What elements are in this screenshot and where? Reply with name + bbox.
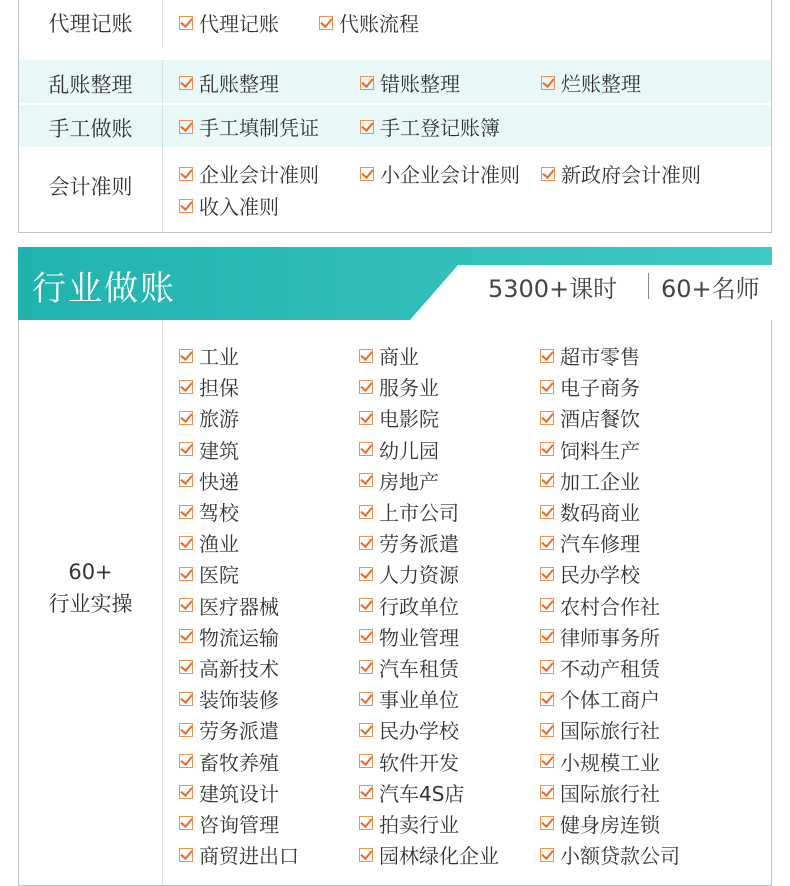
checkbox-icon <box>540 754 554 768</box>
checkbox-icon <box>540 660 554 674</box>
section-title: 行业做账 <box>32 269 176 309</box>
checkbox-icon <box>540 598 554 612</box>
industry-item <box>179 652 299 683</box>
checkbox-icon <box>179 723 193 737</box>
industry-item <box>179 465 299 496</box>
row-label: 手工做账 <box>48 117 133 141</box>
industry-item-label: 汽车租赁 <box>379 656 459 681</box>
check-item: 新政府会计准则 <box>541 159 701 188</box>
checkbox-icon <box>540 349 554 363</box>
industry-item-label: 医院 <box>199 563 239 588</box>
industry-item <box>179 714 299 745</box>
checkbox-icon <box>179 848 193 862</box>
checkbox-icon <box>359 411 373 425</box>
industry-item-label: 劳务派遣 <box>379 532 459 557</box>
industry-label <box>19 556 162 620</box>
checkbox-icon <box>359 723 373 737</box>
check-item: 手工登记账簿 <box>360 112 500 141</box>
checkbox-icon <box>540 816 554 830</box>
industry-item <box>179 371 299 402</box>
industry-item-label: 民办学校 <box>560 563 640 588</box>
checkbox-icon <box>359 660 373 674</box>
industry-item <box>540 777 680 808</box>
industry-item-label: 国际旅行社 <box>560 781 660 806</box>
industry-item-label: 电子商务 <box>560 376 640 401</box>
industry-item <box>179 683 299 714</box>
industry-item-label: 加工企业 <box>560 469 640 494</box>
stat-hours: 5300+课时 <box>488 275 618 303</box>
checkbox-icon <box>179 16 193 30</box>
industry-item-label: 小规模工业 <box>560 750 660 775</box>
industry-item-label: 国际旅行社 <box>560 719 660 744</box>
industry-item <box>359 434 499 465</box>
checkbox-icon <box>540 442 554 456</box>
checkbox-icon <box>360 76 374 90</box>
industry-item-label: 快递 <box>199 469 239 494</box>
checkbox-icon <box>179 380 193 394</box>
industry-item-label: 拍卖行业 <box>379 812 459 837</box>
industry-item-label: 旅游 <box>199 407 239 432</box>
checkbox-icon <box>540 723 554 737</box>
checkbox-icon <box>179 629 193 643</box>
checkbox-icon <box>359 567 373 581</box>
industry-column-1 <box>179 340 299 870</box>
industry-item-label: 担保 <box>199 376 239 401</box>
industry-item <box>359 683 499 714</box>
check-item: 企业会计准则 <box>179 159 319 188</box>
divider <box>162 320 163 885</box>
industry-item <box>359 496 499 527</box>
industry-item-label: 汽车修理 <box>560 532 640 557</box>
check-item: 小企业会计准则 <box>360 159 520 188</box>
checkbox-icon <box>540 380 554 394</box>
industry-item <box>179 434 299 465</box>
checkbox-icon <box>359 629 373 643</box>
industry-item <box>359 340 499 371</box>
industry-item-label: 建筑设计 <box>199 781 279 806</box>
checkbox-icon <box>540 692 554 706</box>
checkbox-icon <box>179 411 193 425</box>
industry-item <box>540 621 680 652</box>
industry-item <box>540 558 680 589</box>
banner-diagonal <box>410 265 458 320</box>
industry-item-label: 物业管理 <box>379 625 459 650</box>
industry-item-label: 数码商业 <box>560 501 640 526</box>
industry-item <box>179 340 299 371</box>
row-label: 代理记账 <box>48 12 133 36</box>
industry-item <box>540 683 680 714</box>
checkbox-icon <box>179 473 193 487</box>
industry-item-label: 上市公司 <box>379 501 459 526</box>
industry-item-label: 人力资源 <box>379 563 459 588</box>
row-accounting-standards <box>19 147 771 233</box>
checkbox-icon <box>359 473 373 487</box>
industry-item <box>540 745 680 776</box>
checkbox-icon <box>179 660 193 674</box>
check-item: 烂账整理 <box>541 68 641 97</box>
checkbox-icon <box>359 536 373 550</box>
checkbox-icon <box>540 536 554 550</box>
checkbox-icon <box>179 505 193 519</box>
industry-item-label: 商贸进出口 <box>199 844 299 869</box>
checkbox-icon <box>179 598 193 612</box>
checkbox-icon <box>179 349 193 363</box>
checkbox-icon <box>541 76 555 90</box>
industry-column-2 <box>359 340 499 870</box>
industry-item <box>540 808 680 839</box>
industry-item-label: 工业 <box>199 345 239 370</box>
industry-item-label: 劳务派遣 <box>199 719 279 744</box>
checkbox-icon <box>540 785 554 799</box>
industry-item-label: 装饰装修 <box>199 688 279 713</box>
checkbox-icon <box>179 442 193 456</box>
checkbox-icon <box>179 567 193 581</box>
checkbox-icon <box>179 167 193 181</box>
checkbox-icon <box>360 120 374 134</box>
checkbox-icon <box>359 848 373 862</box>
checkbox-icon <box>359 754 373 768</box>
industry-item-label: 建筑 <box>199 438 239 463</box>
industry-item <box>179 558 299 589</box>
industry-item <box>540 371 680 402</box>
checkbox-icon <box>179 76 193 90</box>
checkbox-icon <box>179 816 193 830</box>
divider <box>162 0 163 46</box>
check-item: 代理记账 <box>179 8 279 37</box>
industry-item-label: 物流运输 <box>199 625 279 650</box>
check-item: 错账整理 <box>360 68 460 97</box>
accounting-card <box>18 0 772 233</box>
industry-item <box>359 371 499 402</box>
industry-item <box>179 402 299 433</box>
industry-count: 60+ <box>68 560 113 584</box>
industry-item-label: 幼儿园 <box>379 438 439 463</box>
industry-item <box>179 621 299 652</box>
row-bookkeeping <box>19 0 771 46</box>
industry-item <box>540 590 680 621</box>
industry-item-label: 服务业 <box>379 376 439 401</box>
checkbox-icon <box>359 692 373 706</box>
industry-item-label: 畜牧养殖 <box>199 750 279 775</box>
checkbox-icon <box>541 167 555 181</box>
industry-item <box>359 714 499 745</box>
check-item: 收入准则 <box>179 191 279 220</box>
check-item: 手工填制凭证 <box>179 112 319 141</box>
industry-card <box>18 320 772 886</box>
industry-item <box>179 808 299 839</box>
stat-teachers: 60+名师 <box>661 275 760 303</box>
checkbox-icon <box>359 442 373 456</box>
checkbox-icon <box>360 167 374 181</box>
checkbox-icon <box>359 349 373 363</box>
industry-item <box>179 839 299 870</box>
industry-item <box>540 496 680 527</box>
checkbox-icon <box>179 692 193 706</box>
checkbox-icon <box>359 816 373 830</box>
industry-item <box>540 465 680 496</box>
industry-item-label: 行政单位 <box>379 594 459 619</box>
industry-item <box>179 777 299 808</box>
industry-item <box>179 745 299 776</box>
industry-item <box>540 340 680 371</box>
industry-item-label: 渔业 <box>199 532 239 557</box>
industry-item-label: 驾校 <box>199 501 239 526</box>
checkbox-icon <box>179 754 193 768</box>
industry-item-label: 不动产租赁 <box>560 656 660 681</box>
industry-item-label: 事业单位 <box>379 688 459 713</box>
check-item: 乱账整理 <box>179 68 279 97</box>
industry-item <box>359 465 499 496</box>
checkbox-icon <box>540 505 554 519</box>
industry-item <box>540 652 680 683</box>
industry-item-label: 小额贷款公司 <box>560 844 680 869</box>
industry-item <box>359 745 499 776</box>
industry-item-label: 民办学校 <box>379 719 459 744</box>
checkbox-icon <box>540 411 554 425</box>
industry-item <box>179 590 299 621</box>
industry-item-label: 酒店餐饮 <box>560 407 640 432</box>
industry-item <box>359 590 499 621</box>
industry-item-label: 商业 <box>379 345 419 370</box>
industry-item-label: 园林绿化企业 <box>379 844 499 869</box>
industry-item <box>540 434 680 465</box>
industry-item <box>540 527 680 558</box>
industry-item <box>359 777 499 808</box>
industry-item-label: 软件开发 <box>379 750 459 775</box>
industry-item-label: 汽车4S店 <box>379 781 465 806</box>
checkbox-icon <box>359 785 373 799</box>
industry-item <box>359 621 499 652</box>
divider <box>162 60 163 103</box>
industry-item <box>359 839 499 870</box>
industry-item-label: 高新技术 <box>199 656 279 681</box>
industry-item <box>359 558 499 589</box>
checkbox-icon <box>359 505 373 519</box>
industry-item-label: 房地产 <box>379 469 439 494</box>
industry-column-3 <box>540 340 680 870</box>
row-manual-accounts <box>19 105 771 147</box>
divider <box>162 147 163 233</box>
checkbox-icon <box>540 473 554 487</box>
industry-item-label: 电影院 <box>379 407 439 432</box>
industry-item <box>540 839 680 870</box>
checkbox-icon <box>179 785 193 799</box>
industry-item <box>359 652 499 683</box>
industry-item <box>179 527 299 558</box>
checkbox-icon <box>179 120 193 134</box>
checkbox-icon <box>179 536 193 550</box>
industry-item-label: 个体工商户 <box>560 688 660 713</box>
checkbox-icon <box>359 380 373 394</box>
industry-label-text: 行业实操 <box>48 592 133 616</box>
industry-item <box>179 496 299 527</box>
industry-item-label: 饲料生产 <box>560 438 640 463</box>
divider <box>162 105 163 147</box>
industry-item <box>359 808 499 839</box>
row-label: 会计准则 <box>48 175 133 199</box>
industry-item <box>540 402 680 433</box>
stat-divider <box>648 273 649 299</box>
check-item: 代账流程 <box>319 8 419 37</box>
industry-item-label: 超市零售 <box>560 345 640 370</box>
industry-item-label: 律师事务所 <box>560 625 660 650</box>
industry-item-label: 健身房连锁 <box>560 812 660 837</box>
checkbox-icon <box>359 598 373 612</box>
industry-item-label: 咨询管理 <box>199 812 279 837</box>
row-messy-accounts <box>19 60 771 103</box>
industry-item-label: 医疗器械 <box>199 594 279 619</box>
industry-item <box>359 527 499 558</box>
checkbox-icon <box>540 567 554 581</box>
checkbox-icon <box>540 848 554 862</box>
checkbox-icon <box>540 629 554 643</box>
industry-item <box>540 714 680 745</box>
row-label: 乱账整理 <box>48 73 133 97</box>
industry-item <box>359 402 499 433</box>
checkbox-icon <box>179 199 193 213</box>
industry-item-label: 农村合作社 <box>560 594 660 619</box>
industry-banner <box>18 247 772 320</box>
checkbox-icon <box>319 16 333 30</box>
